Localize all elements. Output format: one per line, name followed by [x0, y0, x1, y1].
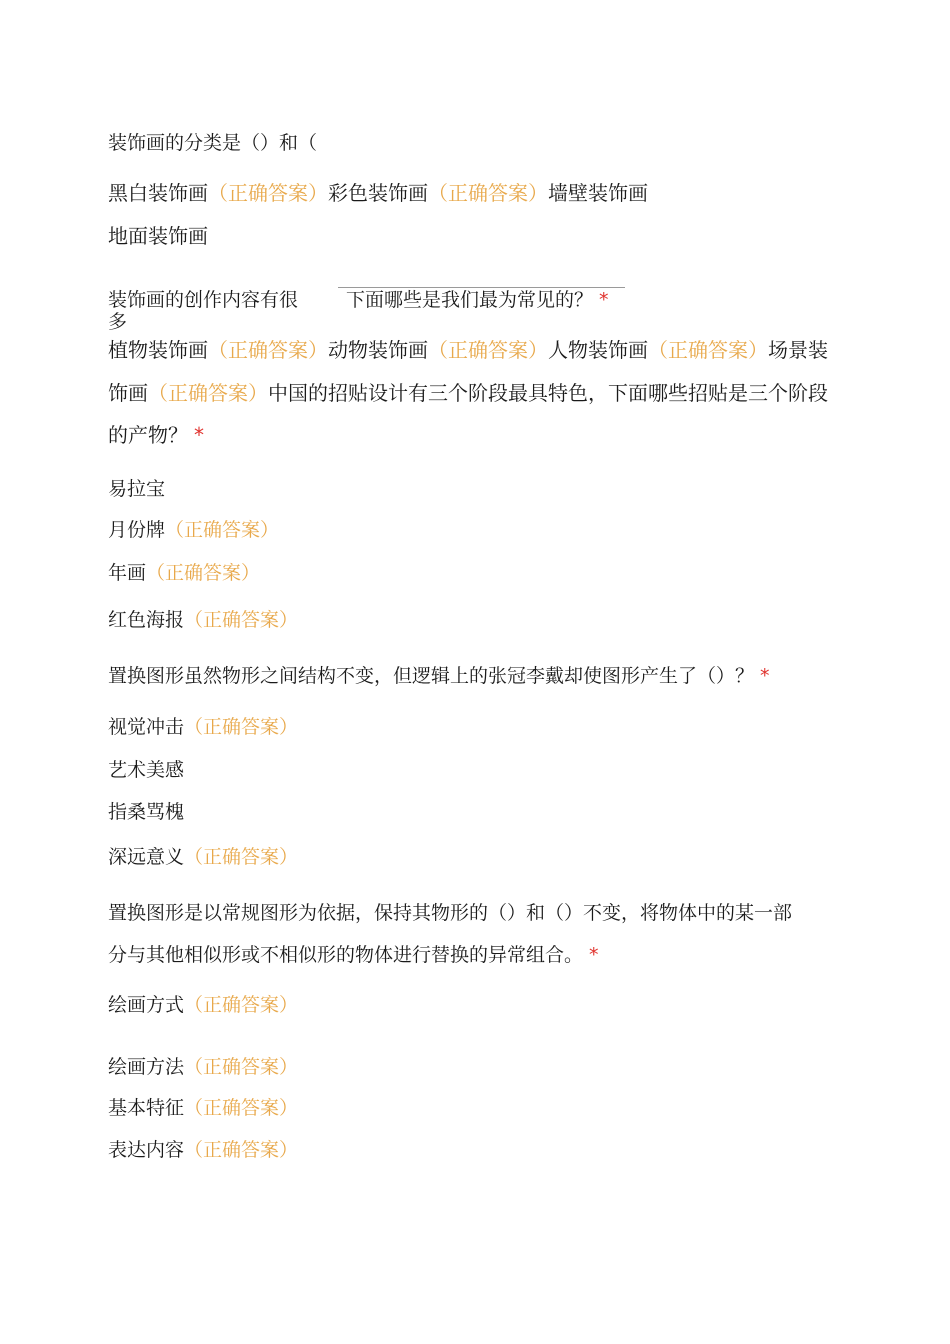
question-4-label: 置换图形虽然物形之间结构不变，但逻辑上的张冠李戴却使图形产生了（）？: [108, 665, 755, 687]
correct-answer-tag: （正确答案）: [146, 562, 261, 584]
option-people[interactable]: 人物装饰画: [548, 338, 648, 362]
question-3-option-1[interactable]: [108, 480, 165, 499]
correct-answer-tag: （正确答案）: [208, 181, 328, 205]
question-5-label-part-2: 分与其他相似形或不相似形的物体进行替换的异常组合。: [108, 944, 584, 966]
required-mark: *: [599, 289, 609, 311]
option-plant[interactable]: 植物装饰画: [108, 338, 208, 362]
question-1-option-floor[interactable]: [108, 226, 208, 246]
question-2-left-text: [108, 291, 298, 310]
option-floor-label: 地面装饰画: [108, 224, 208, 248]
question-4-option-1[interactable]: [108, 718, 298, 737]
question-2-label-right: 下面哪些是我们最为常见的？: [346, 289, 594, 311]
option-label: 指桑骂槐: [108, 801, 185, 823]
question-3-label-part-2: 的产物？: [108, 423, 188, 447]
required-mark: *: [589, 944, 599, 966]
option-label: 红色海报: [108, 609, 185, 631]
question-2-label-left: 装饰画的创作内容有很: [108, 289, 299, 311]
option-label: 基本特征: [108, 1097, 185, 1119]
question-5-text-line-2: [108, 946, 599, 965]
correct-answer-tag: （正确答案）: [184, 994, 299, 1016]
question-4-option-4[interactable]: [108, 848, 298, 867]
question-3-label-part-1: 中国的招贴设计有三个阶段最具特色，下面哪些招贴是三个阶段: [268, 381, 828, 405]
correct-answer-tag: （正确答案）: [648, 338, 768, 362]
question-4-text: [108, 667, 770, 686]
correct-answer-tag: （正确答案）: [165, 519, 280, 541]
question-3-option-2[interactable]: [108, 521, 279, 540]
divider-line: [338, 287, 625, 288]
correct-answer-tag: （正确答案）: [184, 1097, 299, 1119]
required-mark: *: [760, 665, 770, 687]
question-5-option-1[interactable]: [108, 996, 298, 1015]
correct-answer-tag: （正确答案）: [428, 338, 548, 362]
correct-answer-tag: （正确答案）: [208, 338, 328, 362]
correct-answer-tag: （正确答案）: [428, 181, 548, 205]
question-5-option-4[interactable]: [108, 1141, 298, 1160]
correct-answer-tag: （正确答案）: [184, 1139, 299, 1161]
correct-answer-tag: （正确答案）: [184, 846, 299, 868]
option-label: 绘画方式: [108, 994, 185, 1016]
question-5-text-line-1: [108, 904, 792, 923]
correct-answer-tag: （正确答案）: [148, 381, 268, 405]
required-mark: *: [194, 423, 204, 447]
question-2-options-row: [108, 340, 828, 360]
option-label: 年画: [108, 562, 147, 584]
option-label: 易拉宝: [108, 478, 166, 500]
correct-answer-tag: （正确答案）: [184, 716, 299, 738]
question-3-option-4[interactable]: [108, 611, 298, 630]
correct-answer-tag: （正确答案）: [184, 609, 299, 631]
option-label: 艺术美感: [108, 759, 185, 781]
question-5-option-3[interactable]: [108, 1099, 298, 1118]
question-5-label-part-1: 置换图形是以常规图形为依据，保持其物形的（）和（）不变，将物体中的某一部: [108, 902, 793, 924]
question-4-option-3[interactable]: [108, 803, 184, 822]
question-2-right-text: [346, 291, 609, 310]
question-1-label: 装饰画的分类是（）和（: [108, 132, 318, 154]
option-label: 绘画方法: [108, 1056, 185, 1078]
question-2-cut-text: [108, 311, 128, 333]
question-3-option-3[interactable]: [108, 564, 260, 583]
question-1-options-row: [108, 183, 648, 203]
question-5-option-2[interactable]: [108, 1058, 298, 1077]
option-label: 表达内容: [108, 1139, 185, 1161]
option-black-white[interactable]: 黑白装饰画: [108, 181, 208, 205]
option-scene-part-1[interactable]: 场景装: [768, 338, 828, 362]
option-scene-part-2[interactable]: 饰画: [108, 381, 148, 405]
option-label: 月份牌: [108, 519, 166, 541]
option-label: 视觉冲击: [108, 716, 185, 738]
question-4-option-2[interactable]: [108, 761, 184, 780]
option-wall[interactable]: 墙壁装饰画: [548, 181, 648, 205]
option-animal[interactable]: 动物装饰画: [328, 338, 428, 362]
question-2-3-row: [108, 383, 828, 403]
option-label: 深远意义: [108, 846, 185, 868]
correct-answer-tag: （正确答案）: [184, 1056, 299, 1078]
question-1-text: [108, 134, 317, 153]
question-2-cut-char: 多: [108, 311, 128, 333]
question-3-text-end: [108, 425, 204, 445]
option-color[interactable]: 彩色装饰画: [328, 181, 428, 205]
